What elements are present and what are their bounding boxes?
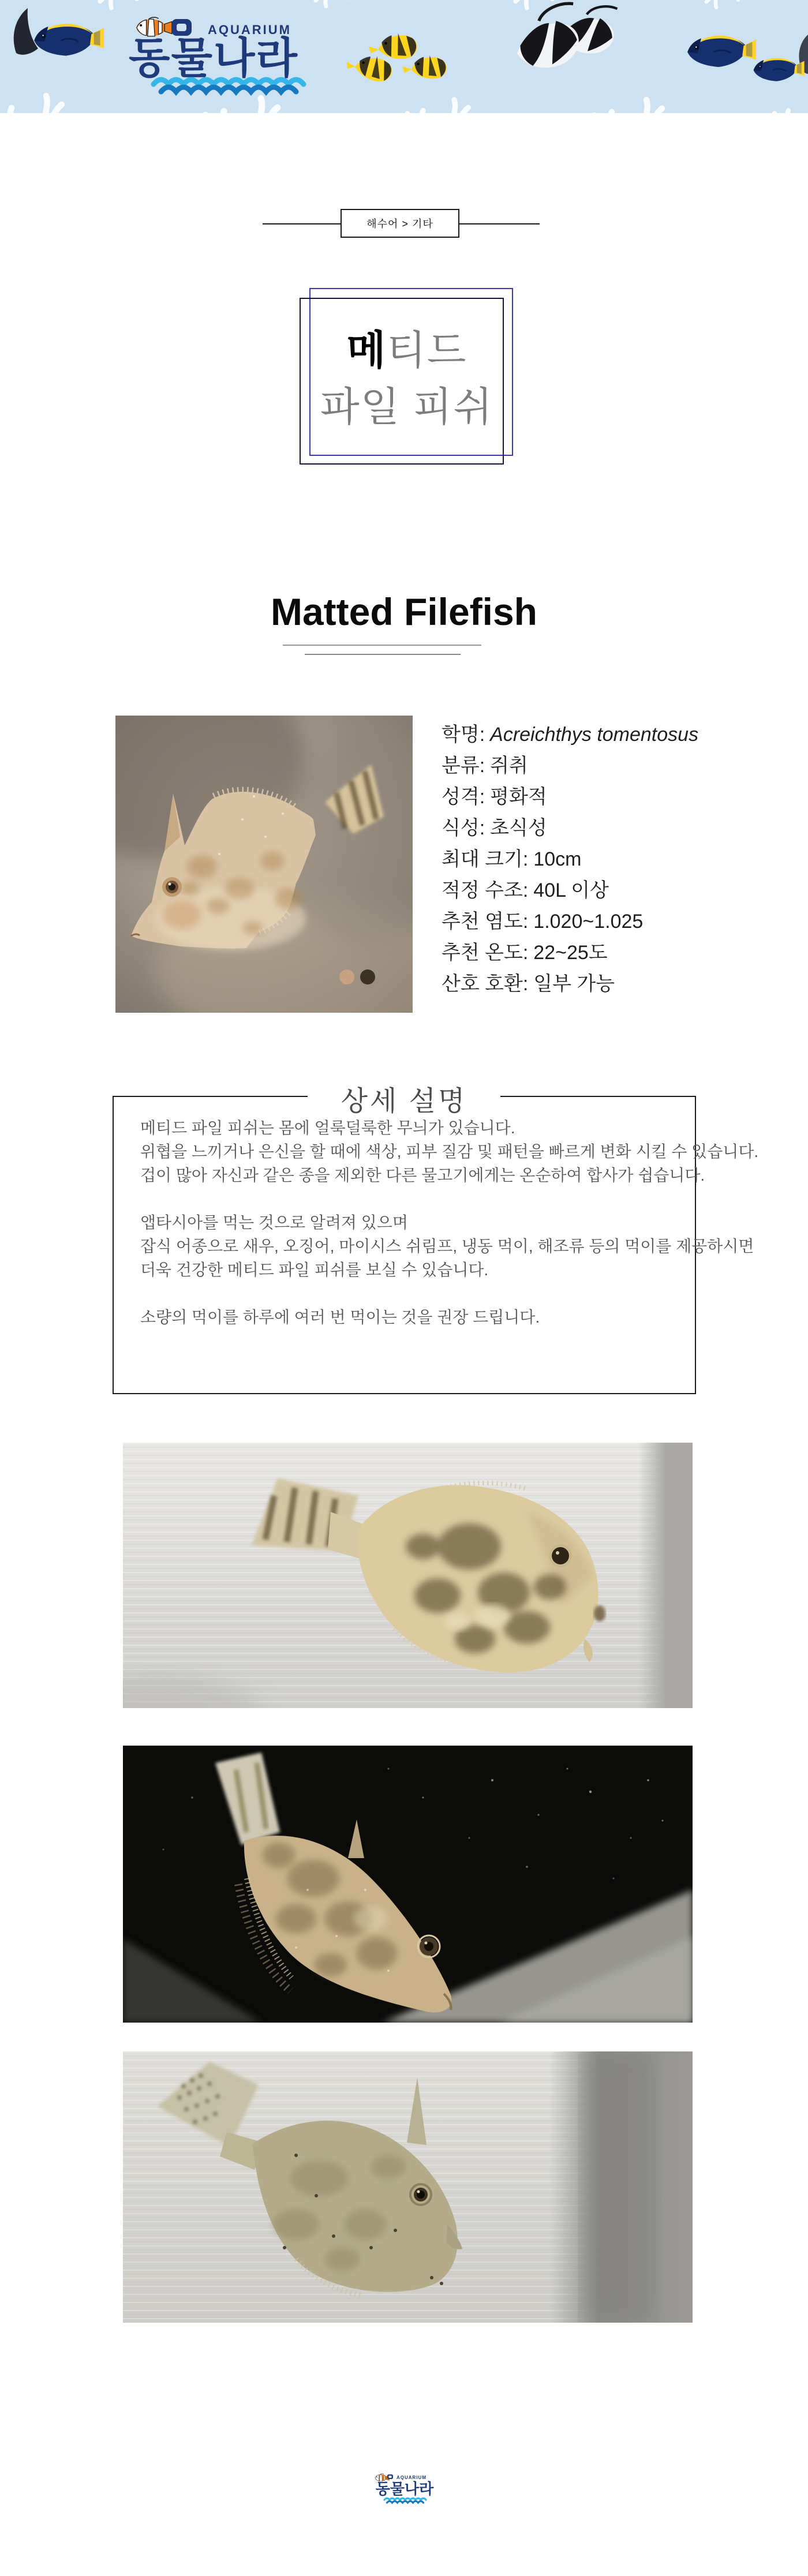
site-header [0, 0, 808, 113]
spec-value: 40L 이상 [533, 879, 609, 901]
korean-title-area [300, 287, 514, 466]
spec-value: 초식성 [490, 817, 547, 839]
breadcrumb-text: 해수어 > 기타 [366, 218, 433, 230]
carousel-dot-2[interactable] [360, 969, 375, 984]
gallery-photo-2 [123, 1746, 693, 2023]
spec-value: 평화적 [490, 786, 547, 808]
product-title-korean [276, 322, 537, 435]
footer-logo [369, 2471, 439, 2509]
spec-row [442, 875, 698, 906]
description-line: 메티드 파일 피쉬는 몸에 얼룩덜룩한 무늬가 있습니다. [140, 1119, 515, 1137]
gallery-photo-1 [123, 1443, 693, 1708]
spec-row [442, 968, 698, 999]
spec-value: 쥐취 [490, 755, 528, 777]
product-title-english: Matted Filefish [270, 590, 538, 633]
gallery-photo-3 [123, 2051, 693, 2323]
spec-label: 산호 호환: [442, 973, 529, 995]
spec-label: 학명: [442, 724, 485, 746]
spec-label: 분류: [442, 755, 485, 777]
spec-label: 식성: [442, 817, 485, 839]
description-heading: 상세 설명 [0, 1079, 808, 1118]
carousel-dot-1[interactable] [339, 969, 354, 984]
logo-jamo-square [171, 19, 192, 36]
title-underline-1 [283, 645, 481, 646]
description-line [140, 1282, 683, 1305]
spec-value: 일부 가능 [533, 973, 615, 995]
spec-list [442, 719, 698, 999]
title-ko-bold: 메 [346, 328, 387, 373]
spec-label: 최대 크기: [442, 848, 529, 870]
description-line: 소량의 먹이를 하루에 여러 번 먹이는 것을 권장 드립니다. [140, 1308, 540, 1326]
description-text [140, 1116, 759, 1329]
spec-value: 1.020~1.025 [533, 911, 644, 933]
waves-icon [384, 2498, 426, 2503]
spec-label: 성격: [442, 786, 485, 808]
description-line: 더욱 건강한 메티드 파일 피쉬를 보실 수 있습니다. [140, 1261, 489, 1279]
description-line: 앱타시아를 먹는 것으로 알려져 있으며 [140, 1214, 408, 1231]
product-photo-main [115, 716, 413, 1013]
spec-row [442, 781, 698, 813]
title-ko-rest: 티드 [387, 328, 467, 373]
title-ko-line2: 파일 피쉬 [320, 384, 493, 429]
description-line: 위협을 느끼거나 은신을 할 때에 색상, 피부 질감 및 패턴을 빠르게 변화 시킬 수 있습니다. [140, 1143, 759, 1160]
logo-subtitle: AQUARIUM [208, 23, 291, 37]
spec-label: 적정 수조: [442, 879, 529, 901]
spec-label: 추천 온도: [442, 942, 529, 964]
spec-row [442, 750, 698, 781]
spec-row [442, 813, 698, 844]
footer-logo-subtitle: AQUARIUM [396, 2475, 427, 2480]
footer-logo-brand: 동물나라 [375, 2480, 434, 2498]
breadcrumb[interactable] [341, 209, 459, 238]
spec-row [442, 844, 698, 875]
spec-label: 추천 염도: [442, 911, 529, 933]
spec-row [442, 719, 698, 750]
description-line [140, 1187, 683, 1211]
site-footer [369, 2471, 439, 2509]
logo-brand-text: 동물나라 [129, 34, 298, 82]
title-underline-2 [305, 654, 461, 655]
spec-value: 22~25도 [533, 942, 608, 964]
breadcrumb-wrap [263, 209, 540, 239]
spec-value: 10cm [533, 848, 582, 870]
description-line: 겁이 많아 자신과 같은 종을 제외한 다른 물고기에게는 온순하여 합사가 쉽습니다. [140, 1166, 705, 1184]
carousel-dots [339, 969, 375, 984]
spec-row [442, 906, 698, 937]
spec-value: Acreichthys tomentosus [490, 724, 699, 746]
spec-row [442, 937, 698, 968]
description-line: 잡식 어종으로 새우, 오징어, 마이시스 쉬림프, 냉동 먹이, 해조류 등의 먹이를 제공하시면 [140, 1237, 754, 1255]
header-banner [0, 0, 808, 113]
